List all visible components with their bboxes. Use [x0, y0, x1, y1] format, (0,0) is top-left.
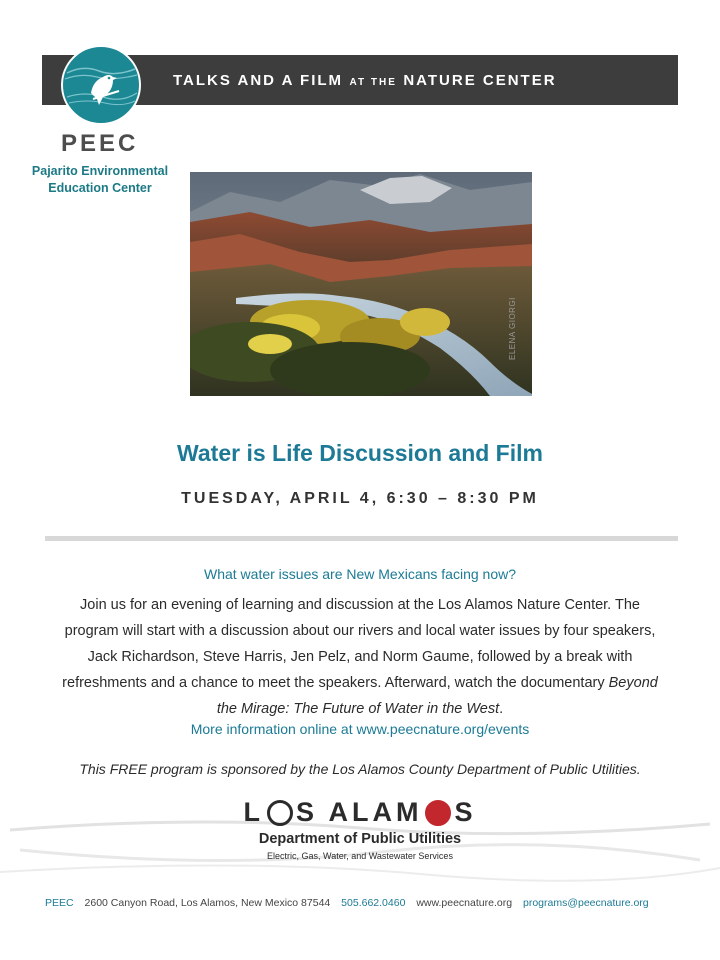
lead-question: What water issues are New Mexicans facing now?	[203, 566, 517, 582]
sponsor-note: This FREE program is sponsored by the Los Alamos County Department of Public Utilities.	[79, 761, 641, 777]
sponsor-services: Electric, Gas, Water, and Wastewater Services	[267, 851, 453, 861]
footer	[45, 897, 685, 909]
description-text: Join us for an evening of learning and discussion at the Los Alamos Nature Center. The program will start with a discussion about our rivers and local water issues by four speakers, Jack Richardson, Steve Harris, Jen Pelz, and Norm Gaume, followed by a break with refreshments and a chance to meet the speakers. Afterward, watch the documentary	[62, 597, 656, 691]
logo-text-s: S	[454, 797, 477, 827]
divider	[45, 536, 678, 541]
logo-text-l: L	[243, 797, 264, 827]
event-title: Water is Life Discussion and Film	[177, 440, 543, 466]
peec-logo	[61, 45, 141, 125]
sun-icon	[425, 800, 451, 826]
footer-phone[interactable]: 505.662.0460	[341, 897, 406, 909]
banner-text-part2: AT THE	[349, 77, 397, 88]
footer-email[interactable]: programs@peecnature.org	[522, 897, 649, 909]
event-date: TUESDAY, APRIL 4, 6:30 – 8:30 PM	[181, 490, 539, 507]
org-name-line2: Education Center	[48, 181, 152, 195]
sponsor-logo	[0, 797, 720, 861]
photo-credit: ELENA GIORGI	[508, 297, 517, 360]
description-end: .	[499, 701, 504, 717]
banner-title	[173, 55, 557, 105]
footer-org: PEEC	[45, 897, 74, 909]
logo-text-middle: S ALAM	[295, 797, 423, 827]
org-full-name	[26, 163, 174, 197]
sponsor-logo-name	[243, 797, 476, 828]
bird-on-branch-icon	[63, 47, 139, 123]
banner-text-part1: TALKS AND A FILM	[173, 72, 344, 89]
canyon-river-photo	[190, 172, 532, 396]
footer-address: 2600 Canyon Road, Los Alamos, New Mexico 87544	[84, 897, 331, 909]
banner-text-part3: NATURE CENTER	[403, 72, 557, 89]
footer-website[interactable]: www.peecnature.org	[416, 897, 513, 909]
film-title: Beyond the Mirage: The Future of Water in the West	[216, 675, 658, 717]
org-short-name: PEEC	[61, 130, 139, 157]
org-name-line1: Pajarito Environmental	[31, 164, 169, 178]
more-info-link[interactable]: More information online at www.peecnature.org/events	[190, 721, 530, 737]
event-description	[55, 592, 665, 722]
water-drop-icon	[267, 800, 293, 826]
sponsor-department: Department of Public Utilities	[258, 831, 462, 847]
